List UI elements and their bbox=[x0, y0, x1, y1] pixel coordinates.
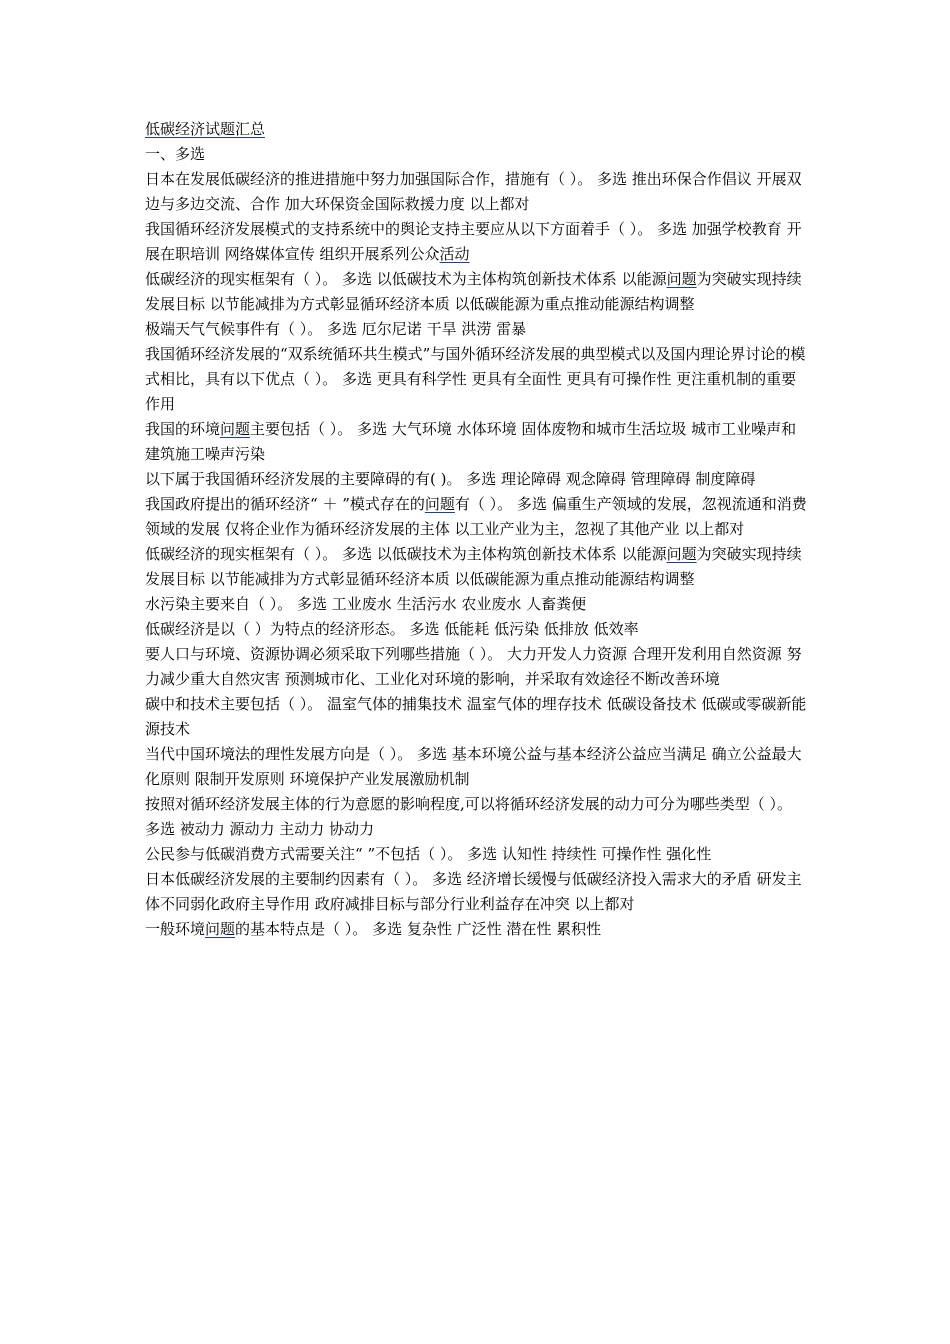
question-item bbox=[145, 917, 808, 942]
question-item bbox=[145, 867, 808, 917]
question-text: 低碳经济的现实框架有（ ）。 多选 以低碳技术为主体构筑创新技术体系 以能源 bbox=[145, 545, 667, 563]
question-item bbox=[145, 692, 808, 742]
question-item bbox=[145, 317, 808, 342]
question-text: 我国政府提出的循环经济“ ＋ ”模式存在的 bbox=[145, 495, 425, 513]
question-item bbox=[145, 342, 808, 417]
question-text: 当代中国环境法的理性发展方向是（ ）。 多选 基本环境公益与基本经济公益应当满足 确立公益最大化原则 限制开发原则 环境保护产业发展激励机制 bbox=[145, 745, 802, 788]
question-item bbox=[145, 842, 808, 867]
inline-link[interactable]: 问题 bbox=[666, 270, 697, 288]
question-item bbox=[145, 542, 808, 592]
question-text: 低碳经济是以（ ）为特点的经济形态。 多选 低能耗 低污染 低排放 低效率 bbox=[145, 620, 639, 638]
question-text: 以下属于我国循环经济发展的主要障碍的有( )。 多选 理论障碍 观念障碍 管理障碍 制度障碍 bbox=[145, 470, 756, 488]
question-item bbox=[145, 417, 808, 467]
question-text-continued: 的基本特点是（ ）。 多选 复杂性 广泛性 潜在性 累积性 bbox=[235, 920, 602, 938]
inline-link[interactable]: 问题 bbox=[666, 545, 697, 563]
document-title[interactable]: 低碳经济试题汇总 bbox=[145, 120, 266, 138]
question-list bbox=[145, 167, 808, 942]
inline-link[interactable]: 活动 bbox=[439, 245, 470, 263]
question-item bbox=[145, 792, 808, 842]
question-text: 按照对循环经济发展主体的行为意愿的影响程度,可以将循环经济发展的动力可分为哪些类型（ ）。 多选 被动力 源动力 主动力 协动力 bbox=[145, 795, 793, 838]
question-item bbox=[145, 217, 808, 267]
question-text-continued: 为突破实现持续发展目标 以节能减排为方式彰显循环经济本质 以低碳能源为重点推动能源结构调整 bbox=[145, 545, 802, 588]
question-text: 我国循环经济发展的“双系统循环共生模式”与国外循环经济发展的典型模式以及国内理论界讨论的模式相比，具有以下优点（ ）。 多选 更具有科学性 更具有全面性 更具有可操作性 更注重机制的重要作用 bbox=[145, 345, 806, 413]
inline-link[interactable]: 问题 bbox=[205, 920, 236, 938]
question-text: 水污染主要来自（ ）。 多选 工业废水 生活污水 农业废水 人畜粪便 bbox=[145, 595, 587, 613]
question-text: 公民参与低碳消费方式需要关注“ ”不包括（ ）。 多选 认知性 持续性 可操作性 强化性 bbox=[145, 845, 712, 863]
question-text: 一般环境 bbox=[145, 920, 206, 938]
question-item bbox=[145, 742, 808, 792]
question-text: 低碳经济的现实框架有（ ）。 多选 以低碳技术为主体构筑创新技术体系 以能源 bbox=[145, 270, 667, 288]
question-item bbox=[145, 467, 808, 492]
question-item bbox=[145, 592, 808, 617]
question-text: 碳中和技术主要包括（ ）。 温室气体的捕集技术 温室气体的埋存技术 低碳设备技术 低碳或零碳新能源技术 bbox=[145, 695, 807, 738]
question-item bbox=[145, 617, 808, 642]
question-text: 我国的环境 bbox=[145, 420, 221, 438]
question-text-continued: 主要包括（ ）。 多选 大气环境 水体环境 固体废物和城市生活垃圾 城市工业噪声和建筑施工噪声污染 bbox=[145, 420, 797, 463]
question-item bbox=[145, 642, 808, 692]
inline-link[interactable]: 问题 bbox=[220, 420, 251, 438]
question-text-continued: 有（ ）。 多选 偏重生产领域的发展，忽视流通和消费领域的发展 仅将企业作为循环经济发展的主体 以工业产业为主，忽视了其他产业 以上都对 bbox=[145, 495, 807, 538]
question-text-continued: 为突破实现持续发展目标 以节能减排为方式彰显循环经济本质 以低碳能源为重点推动能源结构调整 bbox=[145, 270, 802, 313]
question-item bbox=[145, 492, 808, 542]
question-item bbox=[145, 167, 808, 217]
section-heading: 一、多选 bbox=[145, 145, 206, 163]
question-text: 极端天气气候事件有（ ）。 多选 厄尔尼诺 干旱 洪涝 雷暴 bbox=[145, 320, 527, 338]
question-item bbox=[145, 267, 808, 317]
question-text: 日本在发展低碳经济的推进措施中努力加强国际合作，措施有（ ）。 多选 推出环保合作倡议 开展双边与多边交流、合作 加大环保资金国际救援力度 以上都对 bbox=[145, 170, 802, 213]
inline-link[interactable]: 问题 bbox=[424, 495, 455, 513]
question-text: 日本低碳经济发展的主要制约因素有（ ）。 多选 经济增长缓慢与低碳经济投入需求大的矛盾 研发主体不同弱化政府主导作用 政府减排目标与部分行业利益存在冲突 以上都对 bbox=[145, 870, 802, 913]
question-text: 我国循环经济发展模式的支持系统中的舆论支持主要应从以下方面着手（ ）。 多选 加强学校教育 开展在职培训 网络媒体宣传 组织开展系列公众 bbox=[145, 220, 802, 263]
document-body bbox=[145, 117, 808, 942]
question-text: 要人口与环境、资源协调必须采取下列哪些措施（ ）。 大力开发人力资源 合理开发利用自然资源 努力减少重大自然灾害 预测城市化、工业化对环境的影响，并采取有效途径不断改善环境 bbox=[145, 645, 802, 688]
